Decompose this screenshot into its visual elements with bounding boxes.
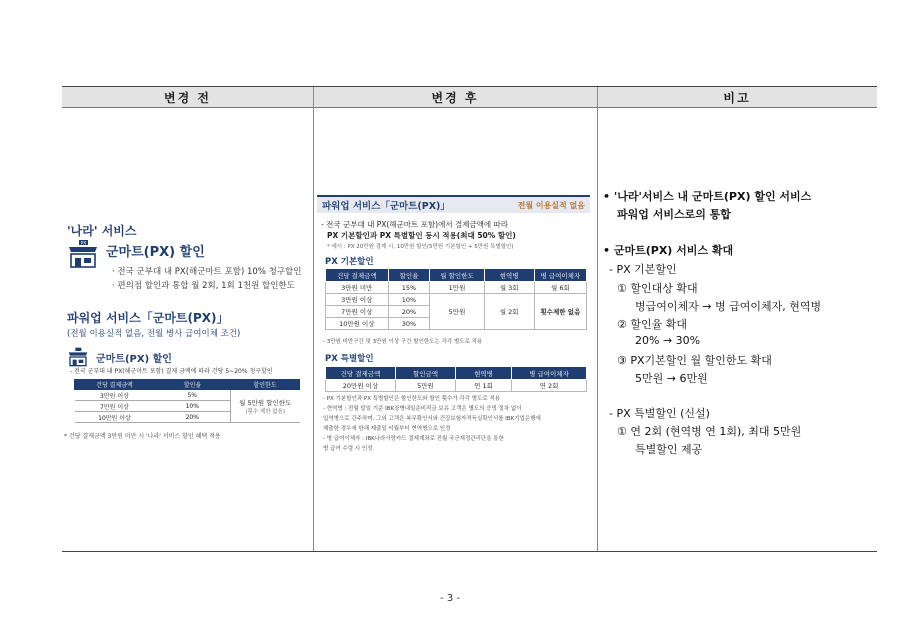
special-note: 입역병으로 간주하며, 그외 고객은 복무확인서와 건강보험자격득실확인서를 IBK기업은행에 bbox=[323, 416, 541, 422]
limit-sub: (횟수 제한 없음) bbox=[245, 408, 286, 415]
before-desc-line: · 전국 군부대 내 PX(해군마트 포함) 10% 청구할인 bbox=[112, 267, 302, 277]
header-after: 변경 후 bbox=[313, 87, 597, 108]
table-header: 할인금액 bbox=[396, 367, 456, 380]
table-header: 건당 결제금액 bbox=[75, 380, 155, 390]
table-cell: 월 3회 bbox=[484, 282, 534, 294]
table-cell: 10% bbox=[155, 401, 231, 412]
px-basic-title: PX 기본할인 bbox=[325, 257, 374, 267]
table-header: 병 급여이체자 bbox=[512, 367, 587, 380]
px-discount-subtitle: 군마트(PX) 할인 bbox=[96, 354, 172, 365]
special-note: - 병 급여이체자 : IBK나라사랑카드 결제계좌로 전월 국군재정관리단을 통한 bbox=[323, 436, 504, 442]
special-note: - 현역병 : 전월 말일 기준 IBK장병내일준비적금 보유 고객은 별도의 증빙 절차 없이 bbox=[323, 406, 522, 412]
special-note: 제출한 경우에 한해 제출일 익월부터 현역병으로 인정 bbox=[323, 426, 451, 432]
note-item-detail: 특별할인 제공 bbox=[635, 443, 703, 456]
note-item: ① 연 2회 (현역병 연 1회), 최대 5만원 bbox=[617, 425, 802, 438]
table-cell: 10만원 이상 bbox=[75, 412, 155, 423]
table-cell: 월 2회 bbox=[484, 294, 534, 330]
table-cell: 연 1회 bbox=[456, 380, 512, 392]
table-cell: 30% bbox=[388, 318, 430, 330]
after-desc-line: PX 기본할인과 PX 특별할인 동시 적용(최대 50% 할인) bbox=[327, 231, 516, 240]
special-note: - PX 기본할인과 PX 특별할인은 할인한도와 할인 횟수가 각각 별도로 적용 bbox=[323, 396, 501, 402]
store-icon bbox=[67, 239, 99, 269]
table-header: 월 할인한도 bbox=[430, 269, 484, 282]
table-header: 할인율 bbox=[388, 269, 430, 282]
powerup-title: 파워업 서비스「군마트(PX)」 bbox=[322, 201, 450, 212]
table-header: 할인율 bbox=[155, 380, 231, 390]
table-cell: 20% bbox=[155, 412, 231, 423]
table-cell: 5만원 bbox=[396, 380, 456, 392]
table-cell: 7만원 이상 bbox=[75, 401, 155, 412]
note-column bbox=[597, 87, 877, 551]
note-item-detail: 20% → 30% bbox=[635, 334, 701, 347]
note-item-detail: 5만원 → 6만원 bbox=[635, 372, 708, 385]
px-basic-table bbox=[325, 268, 587, 330]
after-column bbox=[313, 87, 597, 551]
table-cell: 3만원 미만 bbox=[326, 282, 389, 294]
svg-text:PX: PX bbox=[80, 241, 87, 247]
after-desc-line: - 전국 군부대 내 PX(해군마트 포함)에서 결제금액에 따라 bbox=[321, 220, 509, 229]
header-note: 비고 bbox=[597, 87, 877, 108]
table-header: 현역병 bbox=[456, 367, 512, 380]
table-header: 건당 결제금액 bbox=[326, 367, 396, 380]
header-before: 변경 전 bbox=[62, 87, 313, 108]
special-note: 병 급여 수령 시 인정 bbox=[323, 446, 373, 452]
table-cell: 20만원 이상 bbox=[326, 380, 396, 392]
px-special-title: PX 특별할인 bbox=[325, 354, 374, 364]
table-row bbox=[326, 294, 587, 306]
note-item: ② 할인율 확대 bbox=[617, 318, 687, 331]
table-header: 병 급여이체자 bbox=[534, 269, 586, 282]
px-discount-title: 군마트(PX) 할인 bbox=[106, 245, 205, 260]
note-subhead: - PX 기본할인 bbox=[609, 263, 677, 276]
powerup-header-box bbox=[317, 195, 590, 213]
table-cell: 3만원 이상 bbox=[326, 294, 389, 306]
table-cell: 월 6회 bbox=[534, 282, 586, 294]
table-cell: 7만원 이상 bbox=[326, 306, 389, 318]
limit-cell bbox=[231, 390, 300, 423]
page-number: - 3 - bbox=[440, 593, 460, 604]
note-item-detail: 병급여이체자 → 병 급여이체자, 현역병 bbox=[635, 300, 822, 313]
table-header: 현역병 bbox=[484, 269, 534, 282]
before-footnote: * 건당 결제금액 3만원 미만 시 '나라' 서비스 할인 혜택 적용 bbox=[64, 433, 221, 440]
note-bullet: • '나라'서비스 내 군마트(PX) 할인 서비스 bbox=[603, 190, 812, 203]
table-cell: 3만원 이상 bbox=[75, 390, 155, 401]
comparison-table bbox=[62, 86, 877, 552]
before-column bbox=[62, 87, 313, 551]
table-row bbox=[326, 282, 587, 294]
nara-service-title: '나라' 서비스 bbox=[67, 224, 137, 238]
powerup-desc: - 전국 군부대 내 PX(해군마트 포함) 결제 금액에 따라 건당 5~20% 청구할인 bbox=[70, 368, 273, 375]
table-header: 건당 결제금액 bbox=[326, 269, 389, 282]
note-item: ③ PX기본할인 월 할인한도 확대 bbox=[617, 354, 772, 367]
table-cell: 10만원 이상 bbox=[326, 318, 389, 330]
after-example: * 예시 : PX 20만원 결제 시, 10만원 할인(5만원 기본할인 + 5만원 특별할인) bbox=[327, 244, 514, 250]
table-cell: 10% bbox=[388, 294, 430, 306]
table-cell: 1만원 bbox=[430, 282, 484, 294]
before-desc-line: · 편의점 할인과 통합 월 2회, 1회 1천원 할인한도 bbox=[112, 281, 295, 291]
usage-condition: 전월 이용실적 없음 bbox=[517, 200, 585, 210]
powerup-condition: (전월 이용실적 없음, 전월 병사 급여이체 조건) bbox=[67, 329, 241, 339]
table-cell: 횟수제한 없음 bbox=[534, 294, 586, 330]
basic-note: - 3만원 미만구간 및 3만원 이상 구간 할인한도는 각각 별도로 적용 bbox=[323, 339, 483, 345]
note-item: ① 할인대상 확대 bbox=[617, 282, 698, 295]
table-cell: 15% bbox=[388, 282, 430, 294]
table-cell: 5만원 bbox=[430, 294, 484, 330]
table-row bbox=[326, 380, 587, 392]
note-bullet-cont: 파워업 서비스로의 통합 bbox=[617, 208, 731, 221]
table-header: 할인한도 bbox=[231, 380, 300, 390]
table-row bbox=[75, 390, 300, 401]
store-icon bbox=[67, 347, 89, 367]
powerup-service-title: 파워업 서비스「군마트(PX)」 bbox=[67, 311, 229, 325]
limit-value: 월 5만원 할인한도 bbox=[239, 398, 292, 407]
px-special-table bbox=[325, 366, 587, 392]
table-cell: 5% bbox=[155, 390, 231, 401]
table-cell: 20% bbox=[388, 306, 430, 318]
before-discount-table bbox=[74, 379, 300, 423]
table-cell: 연 2회 bbox=[512, 380, 587, 392]
note-subhead: - PX 특별할인 (신설) bbox=[609, 407, 710, 420]
note-bullet: • 군마트(PX) 서비스 확대 bbox=[603, 244, 734, 257]
